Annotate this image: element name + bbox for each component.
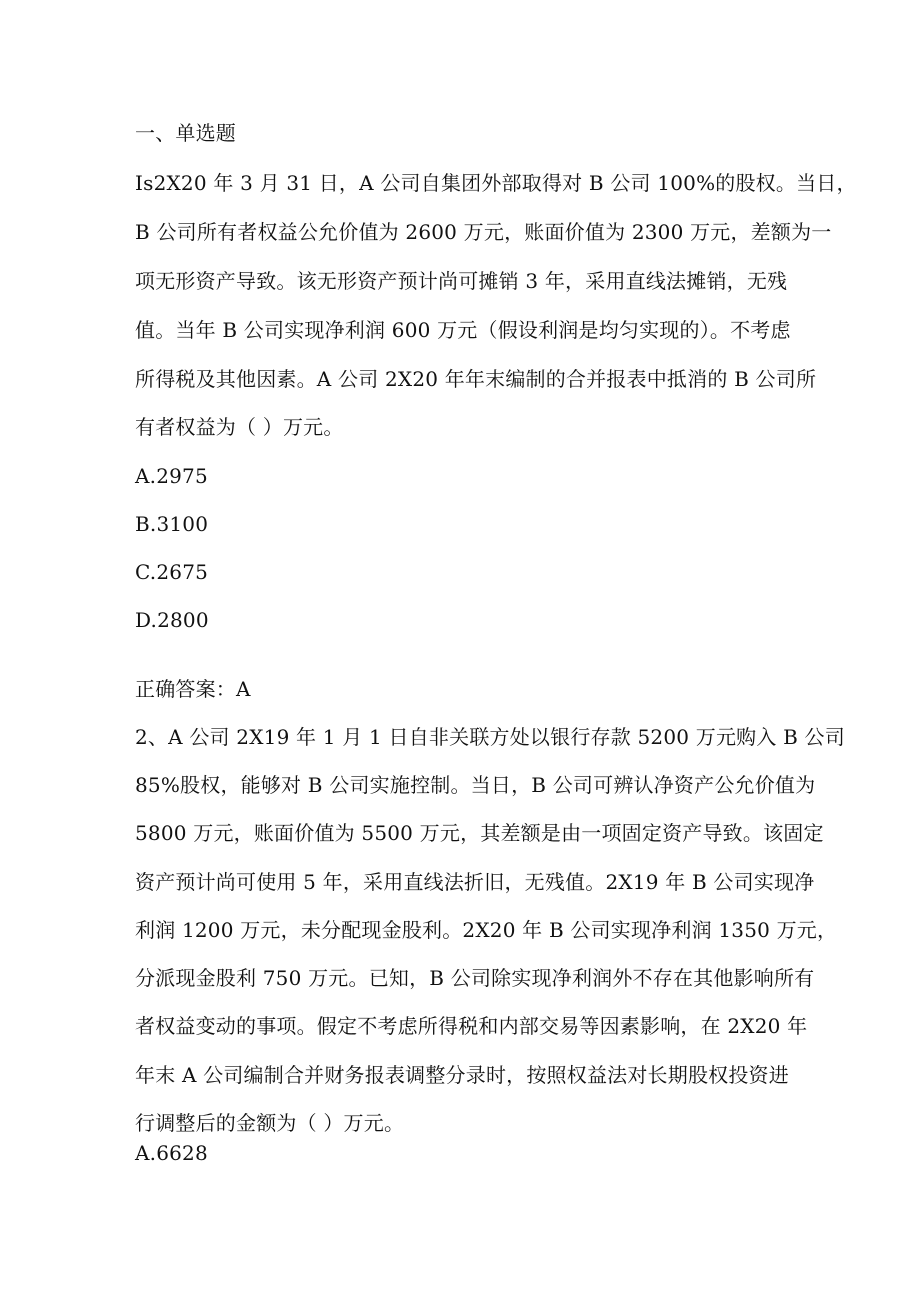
question1-text-line-1: Is2X20 年 3 月 31 日，A 公司自集团外部取得对 B 公司 100%的股权。当日， [135,171,857,195]
question2-text-line-7: 者权益变动的事项。假定不考虑所得税和内部交易等因素影响，在 2X20 年 [135,1014,808,1038]
question1-option-a: A.2975 [135,464,208,488]
section-title: 一、单选题 [135,121,236,145]
question2-text-line-5: 利润 1200 万元，未分配现金股利。2X20 年 B 公司实现净利润 1350 万元， [135,918,838,942]
question1-text-line-4: 值。当年 B 公司实现净利润 600 万元（假设利润是均匀实现的）。不考虑 [135,318,791,342]
question2-text-line-9: 行调整后的金额为（ ）万元。 [135,1111,405,1135]
question2-text-line-4: 资产预计尚可使用 5 年，采用直线法折旧，无残值。2X19 年 B 公司实现净 [135,870,815,894]
question2-text-line-2: 85%股权，能够对 B 公司实施控制。当日，B 公司可辨认净资产公允价值为 [135,773,816,797]
question2-text-line-8: 年末 A 公司编制合并财务报表调整分录时，按照权益法对长期股权投资进 [135,1063,789,1087]
question1-option-b: B.3100 [135,512,209,536]
question1-option-c: C.2675 [135,560,209,584]
question2-text-line-6: 分派现金股利 750 万元。已知，B 公司除实现净利润外不存在其他影响所有 [135,966,815,990]
question1-text-line-2: B 公司所有者权益公允价值为 2600 万元，账面价值为 2300 万元，差额为一 [135,220,832,244]
question1-answer: 正确答案：A [135,677,251,701]
question2-text-line-1: 2、A 公司 2X19 年 1 月 1 日自非关联方处以银行存款 5200 万元购入 B 公司 [135,725,845,749]
question1-option-d: D.2800 [135,608,209,632]
question2-text-line-3: 5800 万元，账面价值为 5500 万元，其差额是由一项固定资产导致。该固定 [135,821,824,845]
question1-text-line-3: 项无形资产导致。该无形资产预计尚可摊销 3 年，采用直线法摊销，无残 [135,269,788,293]
question2-option-a: A.6628 [135,1141,208,1165]
question1-text-line-5: 所得税及其他因素。A 公司 2X20 年年末编制的合并报表中抵消的 B 公司所 [135,367,817,391]
question1-text-line-6: 有者权益为（ ）万元。 [135,415,344,439]
